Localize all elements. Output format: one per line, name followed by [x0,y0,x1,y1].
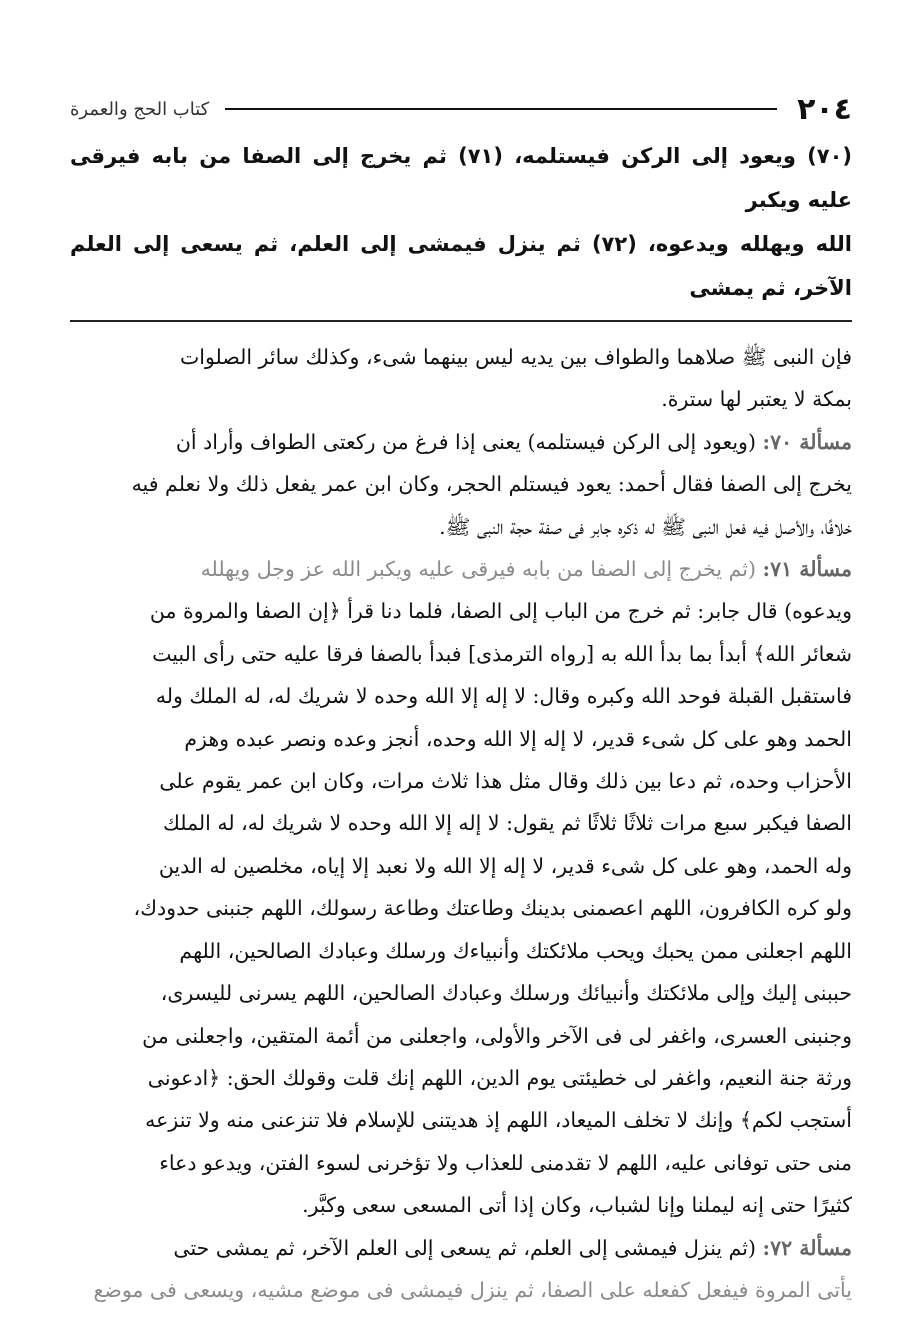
masala-71-text: (ثم يخرج إلى الصفا من بابه فيرقى عليه ويكبر الله عز وجل ويهلله [200,557,756,582]
commentary-line: وله الحمد، وهو على كل شىء قدير، لا إله إلا الله ولا نعبد إلا إياه، مخلصين له الدين [158,853,852,878]
commentary-line: ولو كره الكافرون، اللهم اعصمنى بدينك وطاعتك وطاعة رسولك، اللهم جنبنى حدودك، [133,896,852,921]
commentary-line: ورثة جنة النعيم، واغفر لى خطيئتى يوم الدين، اللهم إنك قلت وقولك الحق: ﴿ادعونى [147,1065,852,1090]
commentary-line: فإن النبى ﷺ صلاهما والطواف بين يديه ليس بينهما شىء، وكذلك سائر الصلوات [179,345,852,369]
section-divider [70,320,852,322]
page-number: ٢٠٤ [797,91,852,127]
masala-70-first-line [70,421,852,463]
commentary-line: ويدعوه) قال جابر: ثم خرج من الباب إلى الصفا، فلما دنا قرأ ﴿إن الصفا والمروة من [149,599,852,624]
commentary-line: يخرج إلى الصفا فقال أحمد: يعود فيستلم الحجر، وكان ابن عمر يفعل ذلك ولا نعلم فيه [131,472,852,497]
commentary-line: يأتى المروة فيفعل كفعله على الصفا، ثم ينزل فيمشى فى موضع مشيه، ويسعى فى موضع [93,1277,852,1302]
commentary-line: خلافًا، والأصل فيه فعل النبى ﷺ له ذكره جابر فى صفة حجة النبى ﷺ. [439,514,852,539]
running-title: كتاب الحج والعمرة [70,98,210,120]
commentary-line: أستجب لكم﴾ وإنك لا تخلف الميعاد، اللهم إذ هديتنى للإسلام فلا تنزعنى منه ولا تنزعه [145,1108,852,1133]
commentary-line: اللهم اجعلنى ممن يحبك ويحب ملائكتك وأنبياءك ورسلك وعبادك الصالحين، اللهم [179,938,852,963]
matn-line: الله ويهلله ويدعوه، (٧٢) ثم ينزل فيمشى إلى العلم، ثم يسعى إلى العلم الآخر، ثم يمشى [70,232,852,300]
commentary-line: الحمد وهو على كل شىء قدير، لا إله إلا الله وحده، أنجز وعده ونصر عبده وهزم [184,726,852,751]
page-header [70,88,852,130]
masala-72-text: (ثم ينزل فيمشى إلى العلم، ثم يسعى إلى العلم الآخر، ثم يمشى حتى [173,1235,756,1260]
masala-71-label: مسألة ٧١: [762,557,852,582]
commentary-line: كثيرًا حتى إنه ليملنا وإنا لشباب، وكان إذا أتى المسعى سعى وكبَّر. [302,1193,852,1218]
masala-70-label: مسألة ٧٠: [762,429,852,454]
masala-70-text: (ويعود إلى الركن فيستلمه) يعنى إذا فرغ من ركعتى الطواف وأراد أن [175,429,756,454]
matn-text [70,134,852,310]
commentary-text [70,336,852,1311]
commentary-line: الأحزاب وحده، ثم دعا بين ذلك وقال مثل هذا ثلاث مرات، وكان ابن عمر يقوم على [159,769,852,794]
commentary-line: حببنى إليك وإلى ملائكتك وأنبيائك ورسلك وعبادك الصالحين، اللهم يسرنى لليسرى، [160,981,852,1006]
header-rule [225,108,777,110]
commentary-line: منى حتى توفانى عليه، اللهم لا تقدمنى للعذاب ولا تؤخرنى لسوء الفتن، ويدعو دعاء [159,1150,852,1175]
commentary-line: بمكة لا يعتبر لها سترة. [661,387,852,412]
masala-71-first-line [70,548,852,590]
commentary-line: وجنبنى العسرى، واغفر لى فى الآخر والأولى، واجعلنى من أئمة المتقين، واجعلنى من [142,1023,852,1048]
matn-line: (٧٠) ويعود إلى الركن فيستلمه، (٧١) ثم يخرج إلى الصفا من بابه فيرقى عليه ويكبر [70,144,853,212]
masala-72-first-line [70,1227,852,1269]
commentary-line: فاستقبل القبلة فوحد الله وكبره وقال: لا إله إلا الله وحده لا شريك له، له الملك وله [155,684,852,709]
commentary-line: الصفا فيكبر سبع مرات ثلاثًا ثلاثًا ثم يقول: لا إله إلا الله وحده لا شريك له، له الملك [163,811,852,836]
masala-72-label: مسألة ٧٢: [762,1235,852,1260]
commentary-line: شعائر الله﴾ أبدأ بما بدأ الله به [رواه الترمذى] فبدأ بالصفا فرقا عليه حتى رأى البيت [152,641,852,666]
